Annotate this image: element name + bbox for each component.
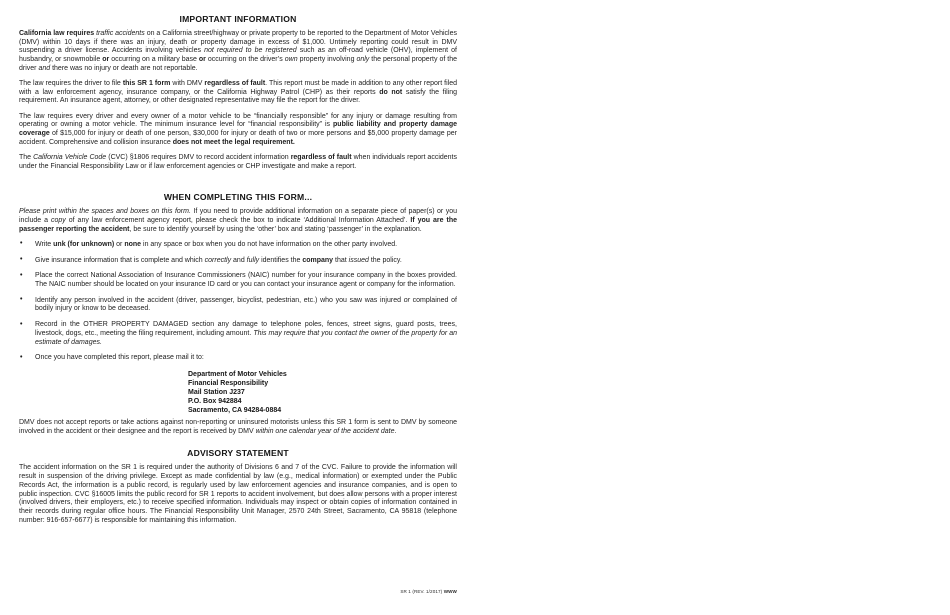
address-line: P.O. Box 942884 (188, 397, 242, 405)
bullet-list (19, 241, 457, 363)
when-completing-heading: WHEN COMPLETING THIS FORM... (163, 192, 313, 203)
bullet-icon: • (20, 256, 23, 264)
address-line: Department of Motor Vehicles (188, 370, 287, 378)
bullet-item (19, 297, 457, 314)
paragraph-sr1-filing: The law requires the driver to file this SR 1 form with DMV regardless of fault. This report must be made in addition to any other report filed with a law enforcement agency, insurance company, or the California Highway Patrol (CHP) as their reports do not satisfy the filing requirement. An insurance agent, attorney, or other designated representative may file the report for the driver. (19, 80, 458, 105)
important-information-heading: IMPORTANT INFORMATION (179, 14, 297, 24)
address-line: Financial Responsibility (188, 379, 269, 387)
bullet-icon: • (20, 296, 23, 304)
bullet-icon: • (20, 353, 23, 361)
bullet-icon: • (20, 271, 23, 279)
bullet-text: Place the correct National Association of Insurance Commissioners (NAIC) number for your insurance company in the boxes provided. The NAIC number should be located on your insurance ID card or you can contact your insurance agent or company for the information. (35, 272, 457, 289)
section-important-information (19, 15, 457, 171)
bullet-item (19, 272, 457, 289)
bullet-text: Identify any person involved in the accident (driver, passenger, bicyclist, pedestrian, etc.) who you saw was injured or complained of bodily injury or know to be deceased. (35, 296, 457, 313)
bullet-icon: • (20, 240, 23, 248)
bullet-item (19, 257, 457, 266)
advisory-statement-heading: ADVISORY STATEMENT (187, 448, 289, 459)
completing-intro-paragraph: Please print within the spaces and boxes on this form. If you need to provide additional information on a separate piece of paper(s) or you include a copy of any law enforcement agency report, please check the box to indicate ‘Additional Information Attached’. If you are the passenger reporting the accident, be sure to identify yourself by using the ‘other’ box and stating ‘passenger’ in the explanation. (19, 208, 458, 233)
address-line: Sacramento, CA 94284-0884 (188, 406, 282, 414)
bullet-text: Write unk (for unknown) or none in any space or box when you do not have information on the other party involved. (35, 240, 398, 248)
section-advisory-statement (19, 449, 457, 525)
bullet-item (19, 241, 457, 250)
bullet-text: Once you have completed this report, please mail it to: (35, 354, 204, 362)
bullet-text: Give insurance information that is complete and which correctly and fully identifies the company that issued the policy. (35, 256, 402, 264)
bullet-icon: • (20, 320, 23, 328)
paragraph-cvc-1806: The California Vehicle Code (CVC) §1806 requires DMV to record accident information regardless of fault when individuals report accidents under the Financial Responsibility Law or if law enforcement agencies or CHP investigate and make a report. (19, 153, 457, 170)
bullet-item (19, 354, 457, 363)
bullet-item (19, 321, 457, 347)
paragraph-dmv-acceptance: DMV does not accept reports or take actions against non-reporting or uninsured motorists unless this SR 1 form is sent to DMV by someone involved in the accident or their designee and the report is received by DMV within one calendar year of the accident date. (19, 418, 457, 435)
advisory-body-paragraph: The accident information on the SR 1 is required under the authority of Divisions 6 and 7 of the CVC. Failure to provide the information will result in suspension of the driving privilege. Except as made confidential by law (e.g., medical information) or exempted under the Public Records Act, the information is a public record, is regularly used by law enforcement agencies and insurance companies, and is open to public inspection. CVC §16005 limits the public record for SR 1 reports to accident involvement, but does allow persons with a proper interest (involved drivers, their employers, etc.) to receive specified information. Individuals may inspect or obtain copies of information contained in their records during regular office hours. The Financial Responsibility Unit Manager, 2570 24th Street, Sacramento, CA 95818 (telephone number: 916-657-6677) is responsible for maintaining this information. (19, 464, 457, 524)
section-when-completing (19, 193, 457, 436)
paragraph-financial-responsibility: The law requires every driver and every owner of a motor vehicle to be “financially responsible” for any injury or damage resulting from operating or owning a motor vehicle. The minimum insurance level for “financial responsibility” is public liability and property damage coverage of $15,000 for injury or death of one person, $30,000 for injury or death of two or more persons and $5,000 property damage per accident. Comprehensive and collision insurance does not meet the legal requirement. (19, 112, 457, 146)
bullet-text: Record in the OTHER PROPERTY DAMAGED section any damage to telephone poles, fences, street signs, guard posts, trees, livestock, dogs, etc., meeting the filing requirement, including amount. This may require that you contact the owner of the property for an estimate of damages. (35, 321, 457, 346)
paragraph-reporting-requirement: California law requires traffic accidents on a California street/highway or private property to be reported to the Department of Motor Vehicles (DMV) within 10 days if there was an injury, death or property damage in excess of $1,000. Untimely reporting could result in DMV suspending a driver license. Accidents involving vehicles not required to be registered such as an off-road vehicle (OHV), implement of husbandry, or snowmobile or occurring on a military base or occurring on the driver’s own property involving only the personal property of the driver and there was no injury or death are not reportable. (19, 30, 458, 72)
form-footer-code: SR 1 (REV. 1/2017) WWW (400, 589, 457, 594)
mailing-address-block (188, 370, 457, 415)
address-line: Mail Station J237 (188, 388, 245, 396)
